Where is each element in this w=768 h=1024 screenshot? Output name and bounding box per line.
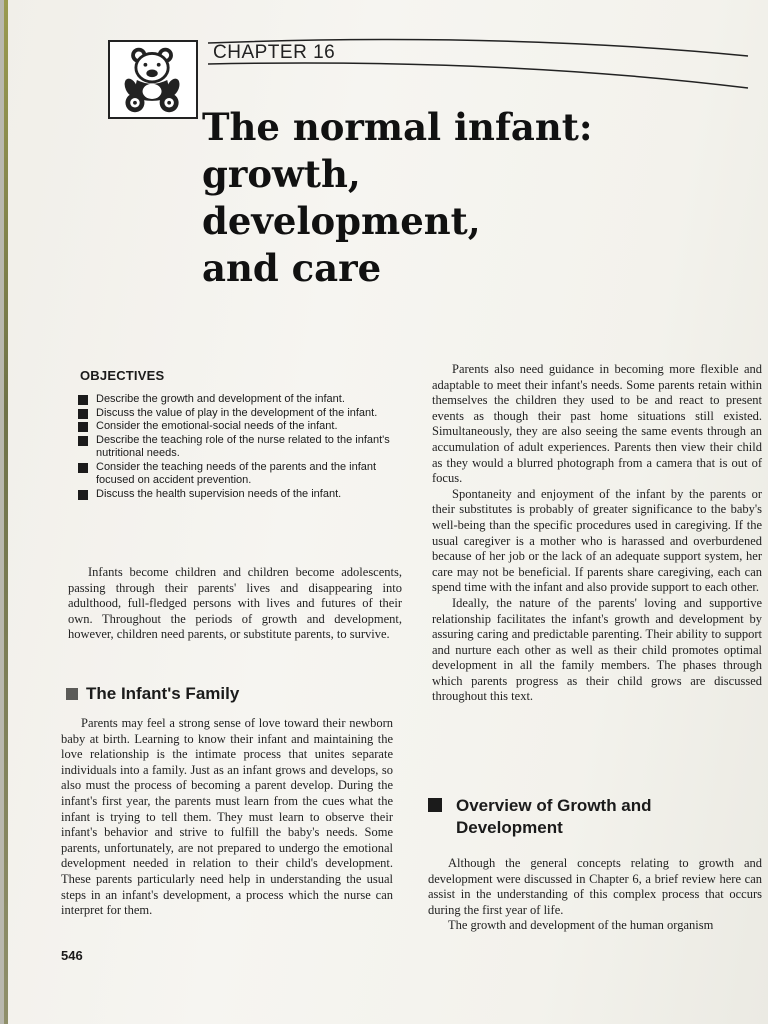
bullet-square-icon xyxy=(78,422,88,432)
page-edge xyxy=(4,0,8,1024)
family-paragraph: Parents may feel a strong sense of love toward their newborn baby at birth. Learning to know their infant and maintaining the love relationship is the intimate process that unites separate individuals into a family. Just as an infant grows and develops, so also must the process of becoming a parent develop. During the infant's first year, the parents must learn from the cues what the infant is trying to tell them. They must learn to observe their infant's behavior and strive to fulfill the baby's needs. Some parents, unfortunately, are not prepared to undergo the emotional development needed in relation to their child's development. These parents particularly need help in understanding the usual steps in an infant's development, a process which the nurse can interpret for them. xyxy=(61,716,393,918)
bullet-square-icon xyxy=(78,436,88,446)
title-line: growth, xyxy=(202,152,361,196)
chapter-title xyxy=(202,104,642,292)
family-heading xyxy=(66,683,239,705)
bullet-square-icon xyxy=(78,490,88,500)
overview-heading xyxy=(428,795,748,839)
objective-item xyxy=(77,407,412,421)
objectives-list xyxy=(77,393,412,501)
title-line: The normal infant: xyxy=(202,105,593,149)
objective-text: Describe the growth and development of the infant. xyxy=(96,393,345,405)
book-page xyxy=(4,0,768,1024)
bullet-square-icon xyxy=(78,463,88,473)
title-line: and care xyxy=(202,246,382,290)
teddy-bear-illustration xyxy=(108,40,198,119)
section-square-icon xyxy=(428,798,442,812)
family-heading-text: The Infant's Family xyxy=(86,684,240,703)
objective-text: Describe the teaching role of the nurse related to the infant's nutritional needs. xyxy=(96,433,390,459)
intro-paragraph: Infants become children and children become adolescents, passing through their parents' lives and disappearing into adulthood, full-fledged persons with lives and futures of their own. Throughout the periods of growth and development, however, children need parents, or substitute parents, to survive. xyxy=(68,565,402,642)
section-square-icon xyxy=(66,688,78,700)
overview-paragraph: Although the general concepts relating to growth and development were discussed in Chapter 6, a brief review here can assist in the understanding of this complex process that occurs during the first year of life. xyxy=(428,856,762,917)
intro-section xyxy=(68,565,402,643)
objective-text: Discuss the value of play in the development of the infant. xyxy=(96,406,378,419)
right-paragraph: Spontaneity and enjoyment of the infant by the parents or their substitutes is probably of greater significance to the baby's well-being than the specific procedures used in caregiving. If the usual caregiver is a mother who is harassed and overburdened because of her job or the lack of an adequate support system, her care may not be beneficial. If parents share caregiving, each can spend time with the infant and also provide support to each other. xyxy=(432,486,762,595)
page-number: 546 xyxy=(61,948,83,963)
bullet-square-icon xyxy=(78,409,88,419)
objective-item xyxy=(77,434,412,461)
overview-heading-line: Development xyxy=(456,818,563,837)
objective-text: Consider the teaching needs of the parents and the infant focused on accident prevention. xyxy=(96,460,377,486)
objective-text: Discuss the health supervision needs of the infant. xyxy=(96,487,342,500)
chapter-label: CHAPTER 16 xyxy=(213,42,336,63)
overview-paragraph: The growth and development of the human organism xyxy=(448,918,714,933)
teddy-bear-icon xyxy=(110,42,196,117)
right-column xyxy=(432,362,762,705)
bullet-square-icon xyxy=(78,395,88,405)
objective-text: Consider the emotional-social needs of the infant. xyxy=(96,420,338,432)
overview-section xyxy=(428,856,762,934)
objective-item xyxy=(77,393,412,407)
objective-item xyxy=(77,420,412,434)
family-section xyxy=(61,716,393,919)
overview-heading-line: Overview of Growth and xyxy=(456,796,652,815)
objectives-heading: OBJECTIVES xyxy=(80,368,165,383)
title-line: development, xyxy=(202,199,481,243)
right-paragraph: Parents also need guidance in becoming more flexible and adaptable to meet their infant's needs. Some parents retain within themselves the children they used to be and react to present events as though their past home situations still existed. Simultaneously, they are also seeing the same events through an accumulation of adult experiences. Parents then view their child as they would a blurred photograph from a camera that is out of focus. xyxy=(432,362,762,486)
objective-item xyxy=(77,461,412,488)
objective-item xyxy=(77,488,412,502)
right-paragraph: Ideally, the nature of the parents' loving and supportive relationship facilitates the infant's growth and development by assuring caring and predictable parenting. Their ability to support and nurture each other as well as their child promotes optimal development in all the family members. The phases through which parents progress as their child grows are discussed throughout this text. xyxy=(432,595,762,704)
